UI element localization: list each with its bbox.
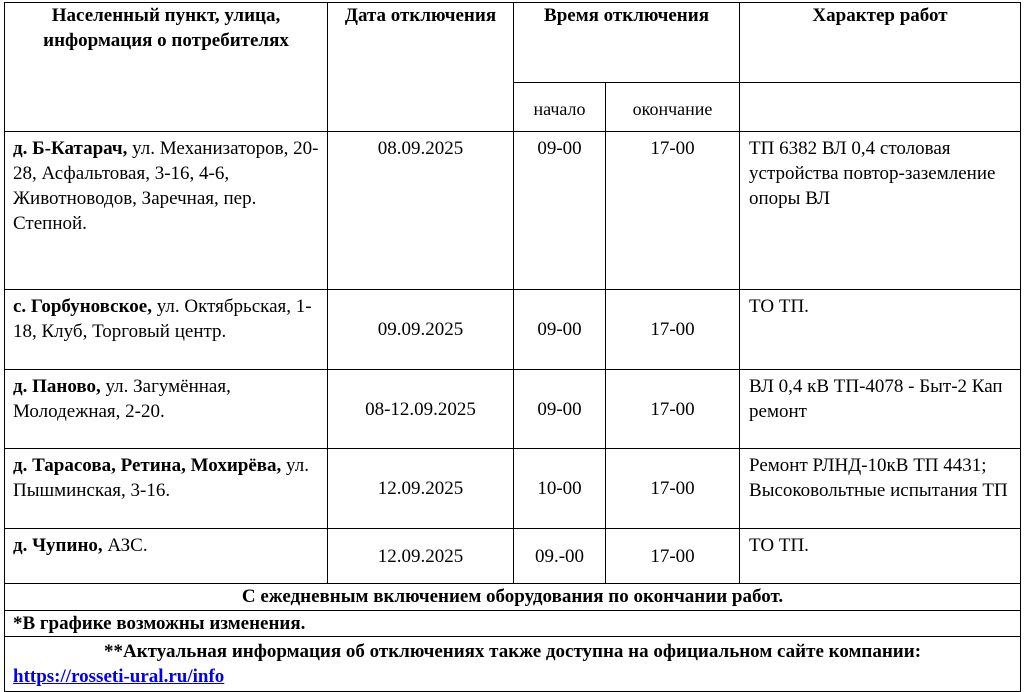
date-cell: 12.09.2025 <box>328 529 514 584</box>
footer-info-row <box>5 637 1021 692</box>
location-cell <box>5 529 328 584</box>
streets: ул. Пышминская, 3-16. <box>13 455 309 501</box>
place-name: д. Тарасова, Ретина, Мохирёва, <box>13 455 282 476</box>
company-link[interactable]: https://rosseti-ural.ru/info <box>13 666 225 687</box>
header-end: окончание <box>606 83 740 132</box>
location-cell <box>5 132 328 290</box>
footer-daily-row <box>5 584 1021 611</box>
header-date: Дата отключения <box>328 3 514 132</box>
end-cell: 17-00 <box>606 529 740 584</box>
header-location: Населенный пункт, улица, информация о потребителях <box>5 3 328 132</box>
start-cell: 09-00 <box>514 132 606 290</box>
table-row <box>5 370 1021 449</box>
date-cell: 08.09.2025 <box>328 132 514 290</box>
header-work: Характер работ <box>740 3 1021 83</box>
start-cell: 10-00 <box>514 449 606 529</box>
location-cell <box>5 290 328 370</box>
work-cell: Ремонт РЛНД-10кВ ТП 4431; Высоковольтные испытания ТП <box>740 449 1021 529</box>
end-cell: 17-00 <box>606 290 740 370</box>
work-cell: ТО ТП. <box>740 529 1021 584</box>
table-row <box>5 529 1021 584</box>
date-cell: 12.09.2025 <box>328 449 514 529</box>
start-cell: 09-00 <box>514 290 606 370</box>
end-cell: 17-00 <box>606 370 740 449</box>
streets: ул. Октябрьская, 1-18, Клуб, Торговый центр. <box>13 296 312 342</box>
table-row <box>5 449 1021 529</box>
work-cell: ТО ТП. <box>740 290 1021 370</box>
end-cell: 17-00 <box>606 449 740 529</box>
outage-schedule-table <box>4 2 1021 692</box>
date-cell: 09.09.2025 <box>328 290 514 370</box>
date-cell: 08-12.09.2025 <box>328 370 514 449</box>
footer-daily: С ежедневным включением оборудования по окончании работ. <box>5 584 1021 611</box>
header-row <box>5 3 1021 83</box>
header-time: Время отключения <box>514 3 740 83</box>
start-cell: 09-00 <box>514 370 606 449</box>
location-cell <box>5 370 328 449</box>
table-row <box>5 290 1021 370</box>
start-cell: 09.-00 <box>514 529 606 584</box>
streets: ул. Загумённая, Молодежная, 2-20. <box>13 376 231 422</box>
place-name: д. Паново, <box>13 376 101 397</box>
footer-info: **Актуальная информация об отключениях также доступна на официальном сайте компании: <box>103 641 922 662</box>
streets: АЗС. <box>102 535 148 556</box>
footer-changes-row <box>5 611 1021 637</box>
footer-info-cell <box>5 637 1021 692</box>
place-name: д. Б-Катарач, <box>13 138 128 159</box>
work-cell: ВЛ 0,4 кВ ТП-4078 - Быт-2 Кап ремонт <box>740 370 1021 449</box>
end-cell: 17-00 <box>606 132 740 290</box>
streets: ул. Механизаторов, 20-28, Асфальтовая, 3-16, 4-6, Животноводов, Заречная, пер. Степной. <box>13 138 319 234</box>
footer-changes: *В графике возможны изменения. <box>5 611 1021 637</box>
location-cell <box>5 449 328 529</box>
place-name: д. Чупино, <box>13 535 103 556</box>
place-name: с. Горбуновское, <box>13 296 152 317</box>
header-work-empty <box>740 83 1021 132</box>
table-row <box>5 132 1021 290</box>
work-cell: ТП 6382 ВЛ 0,4 столовая устройства повтор-заземление опоры ВЛ <box>740 132 1021 290</box>
header-start: начало <box>514 83 606 132</box>
